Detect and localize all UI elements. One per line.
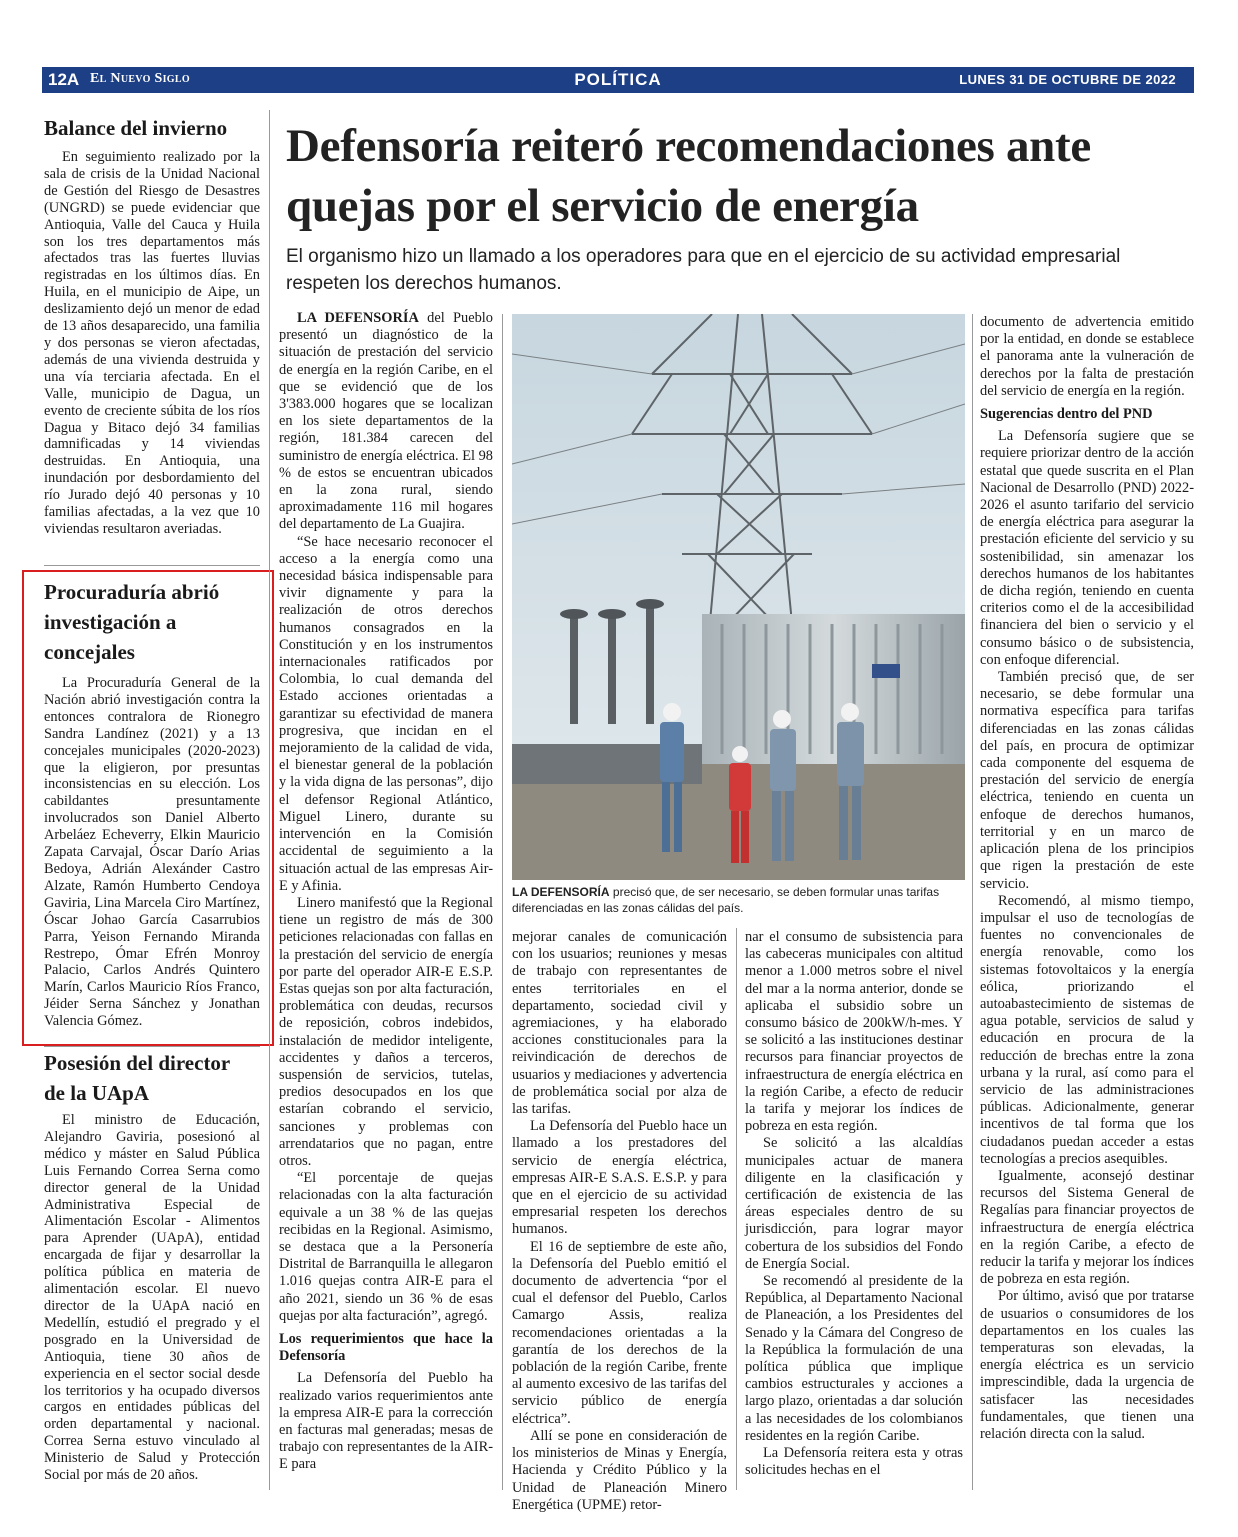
- article-paragraph: “Se hace necesario reconocer el acceso a la energía como una necesidad básica indispensable para vivir dignamente y para la realización de otros derechos humanos consagrados en la Constitución y en los instrumentos internacionales ratificados por Colombia, lo cual demanda del Estado acciones orientadas a garantizar su efectividad de manera progresiva, que incidan en el mejoramiento de la calidad de vida, el bienestar general de la población y la vida digna de las personas”, dijo el defensor Regional Atlántico, Miguel Linero, durante su intervención en la Comisión accidental de seguimiento a la situación actual de las empresas Air-E y Afinia.: [279, 533, 493, 894]
- brief-title: Posesión del director de la UApA: [44, 1051, 230, 1105]
- article-paragraph: Por último, avisó que por tratarse de usuarios o consumidores de los departamentos en los cuales las temperaturas son elevadas, la energía eléctrica es un servicio imprescindible, dada la urgencia de satisfacer las necesidades fundamentales, que tienen una relación directa con la salud.: [980, 1288, 1194, 1442]
- article-paragraph: Allí se pone en consideración de los ministerios de Minas y Energía, Hacienda y Crédito Público y la Unidad de Planeación Minero Energética (UPME) retor-: [512, 1427, 727, 1513]
- article-subhead: Sugerencias dentro del PND: [980, 406, 1153, 423]
- article-headline: Defensoría reiteró recomendaciones ante quejas por el servicio de energía: [286, 120, 1091, 232]
- article-photo: [512, 314, 965, 880]
- article-paragraph: documento de advertencia emitido por la entidad, en donde se establece el panorama ante la vulneración de derechos por la falta de prestación del servicio de energía en la región.: [980, 314, 1194, 399]
- article-paragraph: LA DEFENSORÍA del Pueblo presentó un diagnóstico de la situación de prestación del servicio de energía en la región Caribe, en el que se evidenció que de los 3'383.000 hogares que se localizan en los siete departamentos de la región, 181.384 carecen del suministro de energía eléctrica. El 98 % de estos se encuentran ubicados en la zona rural, siendo aproximadamente 116 mil hogares del departamento de La Guajira.: [279, 310, 493, 533]
- section-banner: [42, 67, 1194, 93]
- brief-title: Balance del invierno: [44, 116, 228, 140]
- article-paragraph: La Defensoría del Pueblo hace un llamado a los prestadores del servicio de energía eléctrica, empresas AIR-E S.A.S. E.S.P. y para que en el ejercicio de su actividad empresarial respeten los derechos humanos.: [512, 1118, 727, 1238]
- brief-text: La Procuraduría General de la Nación abrió investigación contra la entonces contralora de Rionegro Sandra Landínez (2021) y a 13 concejales municipales (2020-2023) que la eligieron, por presuntas inconsistencias en su elección. Los cabildantes presuntamente involucrados son Daniel Alberto Arbeláez Echeverry, Elkin Mauricio Zapata Carvajal, Óscar Darío Arias Bedoya, Adrián Alexánder Castro Alzate, Ramón Humberto Cendoya Gaviria, Lina Marcela Ciro Martínez, Óscar Johao García Casarrubios Parra, Yeison Fernando Miranda Restrepo, Ómar Efrén Monroy Palacio, Carlos Andrés Quintero Marín, Carlos Mauricio Ríos Franco, Jéider Serna Sánchez y Jonathan Valencia Gómez.: [44, 675, 260, 1030]
- article-paragraph: nar el consumo de subsistencia para las cabeceras municipales con altitud menor a 1.000 metros sobre el nivel del mar a la norma anterior, donde se aplicaba el subsidio sobre un consumo básico de 200kW/h-mes. Y se solicitó a las instituciones destinar recursos para financiar proyectos de infraestructura de energía eléctrica en la región Caribe, a efecto de reducir la tarifa y mejorar los índices de pobreza en esta región.: [745, 929, 963, 1135]
- article-paragraph: La Defensoría sugiere que se requiere priorizar dentro de la acción estatal que quede suscrita en el Plan Nacional de Desarrollo (PND) 2022- 2026 el asunto tarifario del servicio de energía eléctrica para asegurar la prestación eficiente del servicio y su sostenibilidad, sin amenazar los derechos humanos de los habitantes de dicha región, teniendo en cuenta criterios como el de la accesibilidad financiera del bien o servicio y el consumo básico o de subsistencia, con enfoque diferencial.: [980, 428, 1194, 668]
- issue-date: LUNES 31 DE OCTUBRE DE 2022: [959, 72, 1176, 87]
- newspaper-name: El Nuevo Siglo: [90, 71, 190, 86]
- column-rule: [736, 928, 737, 1490]
- article-paragraph: mejorar canales de comunicación con los usuarios; reuniones y mesas de trabajo con representantes de entes territoriales en el departamento, sociedad civil y agremiaciones, y ha elaborado acciones constitucionales para la reivindicación de derechos de usuarios y mediaciones y advertencia de problemática social por alza de las tarifas.: [512, 929, 727, 1118]
- photo-caption: LA DEFENSORÍA precisó que, de ser necesario, se deben formular unas tarifas diferenciadas en las zonas cálidas del país.: [512, 885, 940, 915]
- article-paragraph: También precisó que, de ser necesario, se debe formular una normativa específica para tarifas diferenciadas en las zonas cálidas del país, en procura de optimizar cada componente del esquema de prestación del servicio de energía eléctrica, teniendo en cuenta un enfoque de derechos humanos, territorial y en un marco de aplicación plena de los principios que rigen la prestación de este servicio.: [980, 669, 1194, 892]
- section-name: POLÍTICA: [574, 70, 662, 89]
- column-rule: [502, 314, 503, 1490]
- article-paragraph: Linero manifestó que la Regional tiene un registro de más de 300 peticiones relacionadas con fallas en la prestación del servicio de energía por parte del operador AIR-E E.S.P. Estas quejas son por alta facturación, problemática con deudas, recursos de reposición, cobros indebidos, instalación de medidor inteligente, accidentes y daños a terceros, suspensión de servicios, tutelas, predios desocupados en los que estarían cobrando el servicio, sanciones y problemas con arrendatarios que no pagan, entre otros.: [279, 894, 493, 1169]
- brief-procuraduria: [44, 577, 260, 1030]
- article-paragraph: La Defensoría del Pueblo ha realizado varios requerimientos ante la empresa AIR-E para la corrección en facturas mal generadas; mesas de trabajo con representantes de la AIR-E para: [279, 1370, 493, 1473]
- column-rule: [972, 314, 973, 1490]
- article-column-1: [279, 310, 493, 1474]
- article-column-3: [745, 929, 963, 1480]
- page-number: 12A: [48, 70, 80, 89]
- lead-in: LA DEFENSORÍA: [297, 310, 419, 326]
- brief-divider: [44, 565, 260, 566]
- article-paragraph: Igualmente, aconsejó destinar recursos del Sistema General de Regalías para financiar proyectos de infraestructura de energía eléctrica en la región Caribe, a efecto de reducir la tarifa y mejorar los índices de pobreza en esta región.: [980, 1167, 1194, 1288]
- brief-divider: [44, 1046, 260, 1047]
- brief-text: El ministro de Educación, Alejandro Gaviria, posesionó al médico y máster en Salud Pública Luis Fernando Correa Serna como director general de la Unidad Administrativa Especial de Alimentación Escolar - Alimentos para Aprender (UApA), entidad encargada de fijar y desarrollar la política pública en materia de alimentación escolar. El nuevo director de la UApA nació en Medellín, estudió el pregrado y el posgrado en la Universidad de Antioquia, tiene 30 años de experiencia en el sector social desde los territorios y ha ocupado diversos cargos en entidades públicas del orden departamental y nacional. Correa Serna estuvo vinculado al Ministerio de Salud y Protección Social por más de 20 años.: [44, 1112, 260, 1484]
- article-subhead: Los requerimientos que hace la Defensoría: [279, 1330, 493, 1365]
- article-paragraph: Se recomendó al presidente de la República, al Departamento Nacional de Planeación, a los Presidentes del Senado y la Cámara del Congreso de la República la formulación de una política pública que implique cambios estructurales y acciones a largo plazo, orientadas a dar solución a las necesidades de los colombianos residentes en la región Caribe.: [745, 1273, 963, 1444]
- article-column-2: [512, 929, 727, 1514]
- brief-title: Procuraduría abrió investigación a concejales: [44, 580, 220, 664]
- brief-winter: [44, 113, 260, 538]
- article-deck: El organismo hizo un llamado a los operadores para que en el ejercicio de su actividad empresarial respeten los derechos humanos.: [286, 246, 1121, 294]
- substation-photo: [512, 314, 965, 880]
- article-paragraph: Recomendó, al mismo tiempo, impulsar el uso de tecnologías de fuentes no convencionales de energía renovable, como los sistemas fotovoltaicos y la energía eólica, priorizando el autoabastecimiento de sistemas de agua potable, servicios de salud y educación en procura de la reducción de brechas entre la zona urbana y la rural, así como para el servicio de las administraciones públicas. Adicionalmente, generar incentivos de tal forma que los ciudadanos puedan acceder a estas tecnologías a precios asequibles.: [980, 892, 1194, 1167]
- article-paragraph: El 16 de septiembre de este año, la Defensoría del Pueblo emitió el documento de advertencia “por el cual el defensor del Pueblo, Carlos Camargo Assis, realiza recomendaciones orientadas a la garantía de los derechos de la población de la región Caribe, frente al aumento excesivo de las tarifas del servicio público de energía eléctrica”.: [512, 1238, 727, 1427]
- article-paragraph: Se solicitó a las alcaldías municipales actuar de manera diligente en la clasificación y certificación de existencia de las áreas especiales dentro de su jurisdicción, para lograr mayor cobertura de los subsidios del Fondo de Energía Social.: [745, 1135, 963, 1272]
- brief-uapa: [44, 1048, 260, 1484]
- article-paragraph: La Defensoría reitera esta y otras solicitudes hechas en el: [745, 1445, 963, 1479]
- brief-text: En seguimiento realizado por la sala de crisis de la Unidad Nacional de Gestión del Riesgo de Desastres (UNGRD) se puede evidenciar que Antioquia, Valle del Cauca y Huila son los tres departamentos más afectados tras las fuertes lluvias registradas en los últimos días. En Huila, en el municipio de Aipe, un deslizamiento dejó un menor de edad de 13 años desaparecido, una familia y dos personas se vieron afectadas, además de una vivienda destruida y una vía terciaria afectada. En el Valle, municipio de Dagua, un evento de creciente súbita de los ríos Dagua y Bitaco dejó 34 familias damnificadas y 14 viviendas destruidas. En Antioquia, una inundación por desbordamiento del río Jurado dejó 40 personas y 10 familias afectadas, a la vez que 10 viviendas resultaron averiadas.: [44, 149, 260, 537]
- caption-lead: LA DEFENSORÍA: [512, 885, 610, 899]
- article-column-4: [980, 314, 1194, 1443]
- article-paragraph: “El porcentaje de quejas relacionadas con la alta facturación equivale a un 38 % de las quejas recibidas en la Regional. Asimismo, se destaca que a la Personería Distrital de Barranquilla le allegaron 1.016 quejas contra AIR-E para el año 2021, siendo un 36 % de esas quejas por alta facturación”, agregó.: [279, 1170, 493, 1324]
- column-rule: [269, 110, 270, 1490]
